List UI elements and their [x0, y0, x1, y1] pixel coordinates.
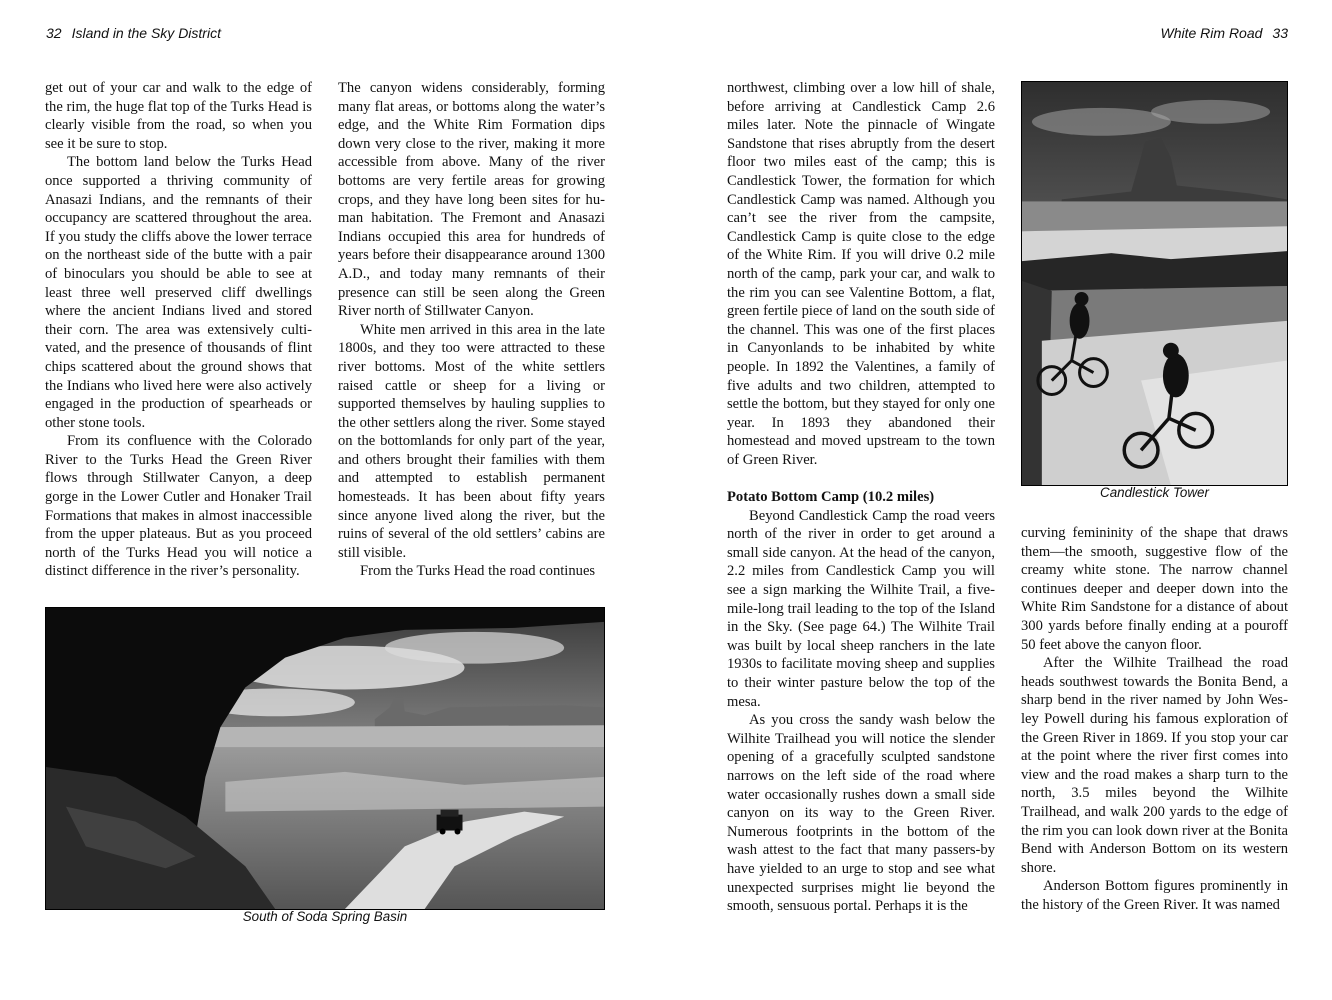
paragraph: From the Turks Head the road continues [360, 563, 596, 580]
page-number-left: 32 [46, 25, 62, 41]
page-number-right: 33 [1272, 25, 1288, 41]
paragraph: Beyond Candlestick Camp the road veers north of the river in order to get around a small side canyon. At the head of the canyon, 2.2 miles from Candlestick Camp you will see a sign marking the Wilhite Trail, a five-mile-long trail leading to the top of the Island in the Sky. (See page 64.) The Wilhite Trail was built by local sheep ranchers in the late 1930s to facilitate moving sheep and supplies to their winter pasture below the top of the mesa. [727, 507, 995, 710]
photo-soda-spring-basin [45, 607, 605, 910]
left-column-2 [338, 79, 605, 584]
right-page [666, 0, 1332, 1000]
paragraph: Anderson Bottom figures prominently in the history of the Green River. It was named [1021, 878, 1288, 913]
right-column-2 [1021, 524, 1288, 919]
running-head-left [46, 25, 221, 41]
section-heading: Potato Bottom Camp (10.2 miles) [727, 489, 935, 506]
paragraph: From its confluence with the Colorado River to the Turks Head the Green River flows through Stillwater Canyon, a deep gorge in the Lower Cutler and Honaker Trail Formations that makes in almost inaccessible from the upper plateaus. But as you proceed north of the Turks Head you will notice a distinct difference in the river’s personality. [45, 433, 312, 580]
photo-candlestick-tower [1021, 81, 1288, 486]
running-head-title-left: Island in the Sky District [71, 25, 221, 41]
paragraph: As you cross the sandy wash below the Wilhite Trailhead you will notice the slender opening of a gracefully sculpted sandstone narrows on the left side of the road where water occasionally rushes down a small side canyon on its way to the Green River. Numerous footprints in the bottom of the wash attest to the fact that many passers-by have yielded to an urge to stop and see what unexpected surprises might lie beyond the smooth, sensuous portal. Perhaps it is the [727, 712, 995, 915]
left-column-1 [45, 79, 312, 584]
photo-caption-candlestick: Candlestick Tower [1100, 485, 1209, 500]
running-head-title-right: White Rim Road [1160, 25, 1263, 41]
right-column-1 [727, 79, 995, 919]
candlestick-photo-image [1022, 82, 1287, 485]
soda-spring-photo-image [46, 608, 604, 909]
paragraph: After the Wilhite Trailhead the road heads southwest towards the Bonita Bend, a sharp bend in the river named by John Wesley Powell during his famous exploration of the Green River in 1869. If you stop your car at the point where the river first comes into view and the road makes a sharp turn to the north, 3.5 miles beyond the Wilhite Trailhead, and walk 200 yards to the edge of the rim you can look down river at the Bonita Bend with Anderson Bottom on its western shore. [1021, 655, 1288, 876]
running-head-right [1161, 25, 1289, 41]
paragraph: curving femininity of the shape that draws them—the smooth, suggestive flow of the creamy white stone. The narrow channel continues deeper and deeper down into the White Rim Sandstone for a distance of about 300 yards before finally ending at a pouroff 50 feet above the canyon floor. [1021, 525, 1288, 653]
paragraph: The bottom land below the Turks Head once supported a thriving community of Anasazi Indians, and the remnants of their occupancy are scattered throughout the area. If you study the cliffs above the lower terrace on the northeast side of the butte with a pair of binoculars you should be able to see at least three well preserved cliff dwellings where the ancient Indians lived and stored their corn. The area was extensively cultivated, and the presence of thousands of flint chips scattered about the ground shows that the Indians who lived here were also actively engaged in the production of spearheads or other stone tools. [45, 154, 312, 431]
paragraph: get out of your car and walk to the edge of the rim, the huge flat top of the Turks Head is clearly visible from the road, so when you see it be sure to stop. [45, 80, 312, 152]
paragraph: The canyon widens considerably, forming many flat areas, or bottoms along the water’s edge, and the White Rim Formation dips down very close to the river, making it more accessible from above. Many of the river bottoms are very fertile areas for growing crops, and they have long been sites for human habitation. The Fremont and Anasazi Indians occupied this area for hundreds of years before their disappearance around 1300 A.D., and today many remnants of their presence can still be seen along the Green River north of Stillwater Canyon. [338, 80, 605, 320]
paragraph: northwest, climbing over a low hill of shale, before arriving at Candlestick Camp 2.6 miles later. Note the pinnacle of Wingate Sandstone that rises abruptly from the desert floor two miles east of the camp; this is Candlestick Tower, the formation for which Candlestick Camp was named. Although you can’t see the river from the campsite, Candlestick Camp is quite close to the edge of the White Rim. If you will drive 0.2 mile north of the camp, park your car, and walk to the rim you can see Valentine Bottom, a flat, green fertile piece of land on the south side of the channel. This was one of the first places in Canyonlands to be inhabited by white people. In 1892 the Valentines, a family of five adults and two children, attempted to settle the bottom, but they stayed for only one year. In 1893 they abandoned their homestead and moved upstream to the town of Green River. [727, 80, 995, 468]
paragraph: White men arrived in this area in the late 1800s, and they too were attracted to these river bottoms. Most of the white settlers raised cattle or sheep for a living or supported themselves by hauling supplies to the other settlers along the river. Some stayed on the bottomlands for only part of the year, and others brought their families with them and attempted to establish permanent homesteads. It has been about fifty years since anyone lived along the river, but the ruins of several of the old settlers’ cabins are still visible. [338, 321, 605, 561]
photo-caption-soda: South of Soda Spring Basin [242, 909, 408, 924]
